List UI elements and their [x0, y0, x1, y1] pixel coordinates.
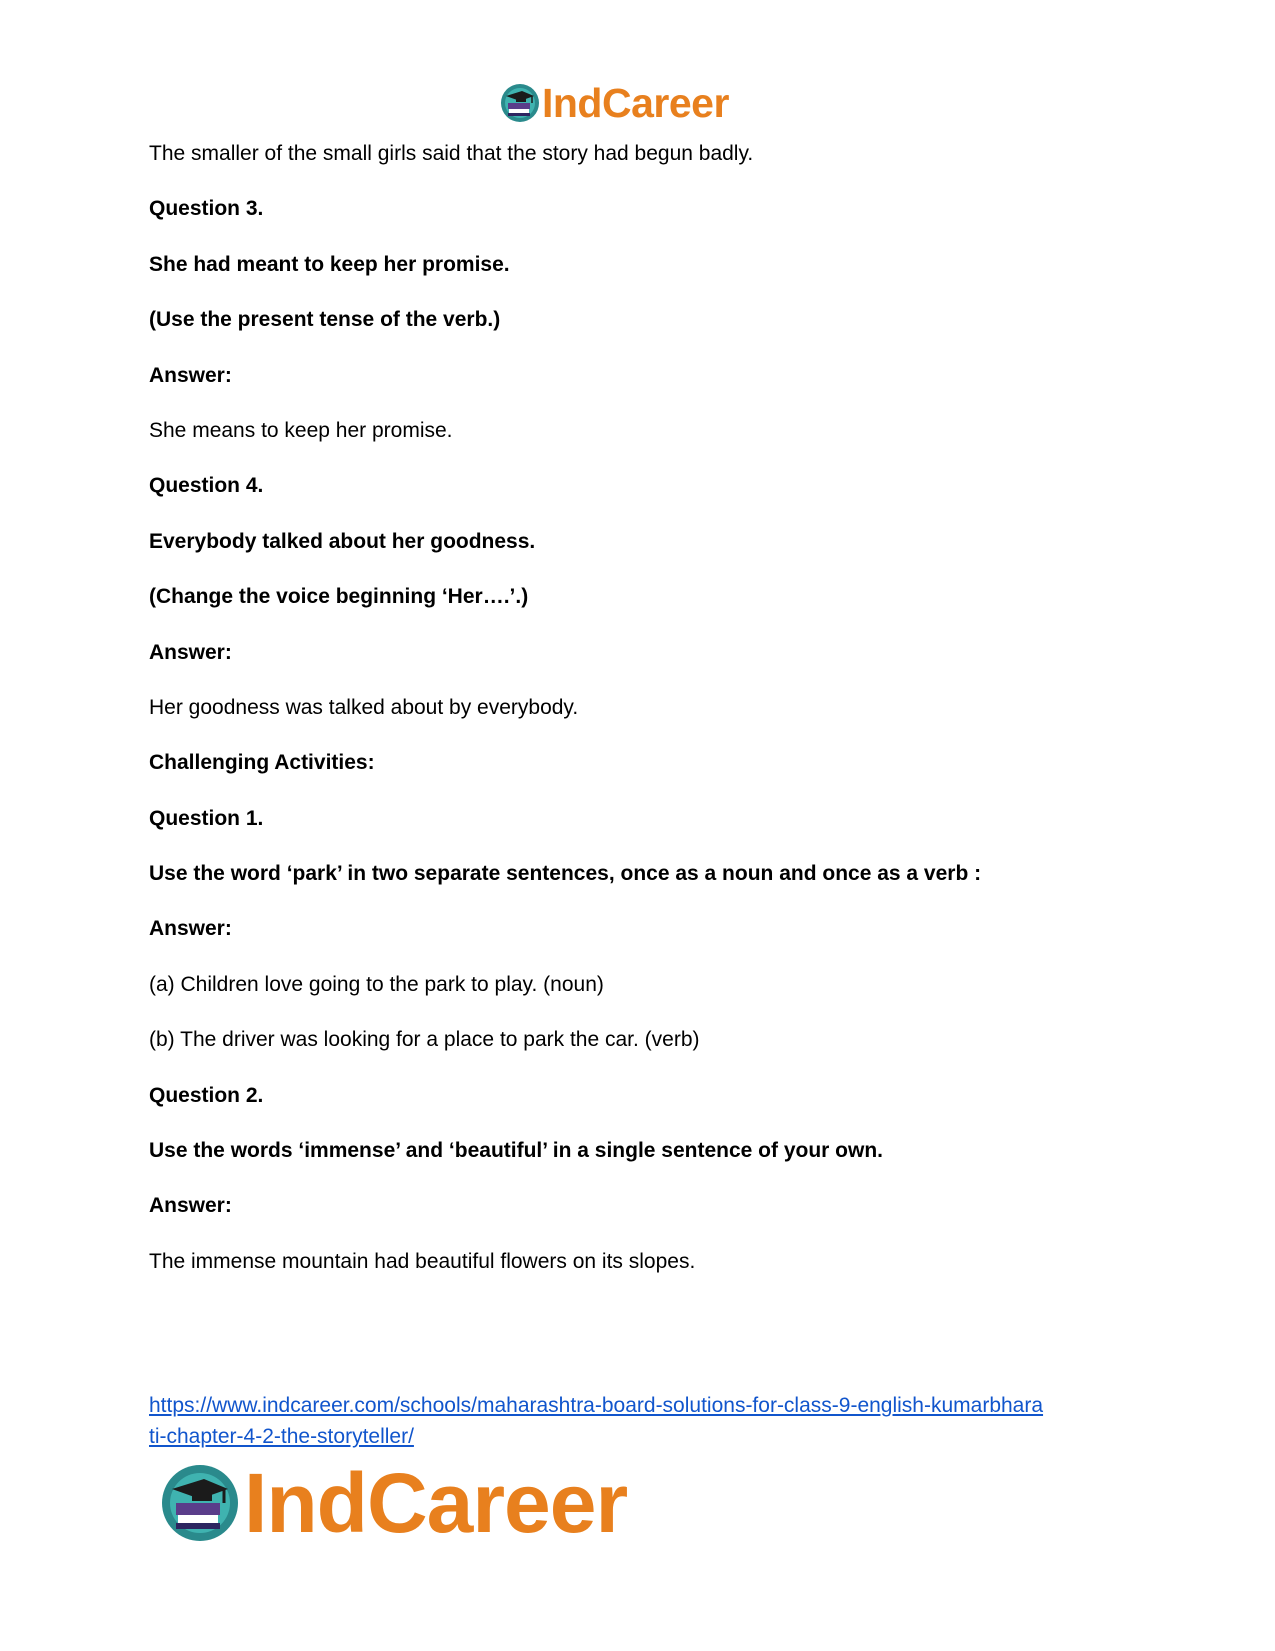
bold-paragraph: Answer: — [149, 640, 232, 664]
footer-logo-text: IndCareer — [244, 1456, 628, 1550]
bold-paragraph: (Change the voice beginning ‘Her….’.) — [149, 585, 529, 609]
paragraph: She means to keep her promise. — [149, 418, 453, 442]
graduation-cap-books-icon — [500, 83, 540, 123]
bold-paragraph: Answer: — [149, 363, 232, 387]
footer-link-line-2: ti-chapter-4-2-the-storyteller/ — [149, 1425, 414, 1448]
footer-logo — [160, 1458, 627, 1548]
paragraph: The immense mountain had beautiful flowers on its slopes. — [149, 1249, 696, 1273]
bold-paragraph: Answer: — [149, 917, 232, 941]
header-logo-text: IndCareer — [542, 79, 729, 126]
footer-link-block — [149, 1390, 1129, 1452]
bold-paragraph: Question 1. — [149, 806, 264, 830]
bold-paragraph: Use the words ‘immense’ and ‘beautiful’ in a single sentence of your own. — [149, 1139, 883, 1163]
footer-link-line-1: https://www.indcareer.com/schools/maharashtra-board-solutions-for-class-9-english-kumarbhara — [149, 1394, 1044, 1417]
bold-paragraph: Question 2. — [149, 1083, 264, 1107]
paragraph: The smaller of the small girls said that the story had begun badly. — [149, 142, 754, 165]
paragraph: Her goodness was talked about by everybody. — [149, 695, 579, 719]
bold-paragraph: She had meant to keep her promise. — [149, 252, 510, 276]
paragraph: (b) The driver was looking for a place to park the car. (verb) — [149, 1028, 700, 1052]
bold-paragraph: (Use the present tense of the verb.) — [149, 308, 501, 332]
bold-paragraph: Answer: — [149, 1194, 232, 1218]
bold-paragraph: Challenging Activities: — [149, 751, 375, 775]
bold-paragraph: Question 4. — [149, 474, 264, 498]
graduation-cap-books-icon — [160, 1463, 240, 1543]
bold-paragraph: Question 3. — [149, 197, 264, 221]
document-body — [149, 140, 1149, 1303]
paragraph: (a) Children love going to the park to play. (noun) — [149, 972, 604, 996]
bold-paragraph: Use the word ‘park’ in two separate sentences, once as a noun and once as a verb : — [149, 862, 982, 886]
header-logo — [500, 78, 729, 128]
bold-paragraph: Everybody talked about her goodness. — [149, 529, 536, 553]
footer-source-link[interactable] — [149, 1394, 1043, 1448]
